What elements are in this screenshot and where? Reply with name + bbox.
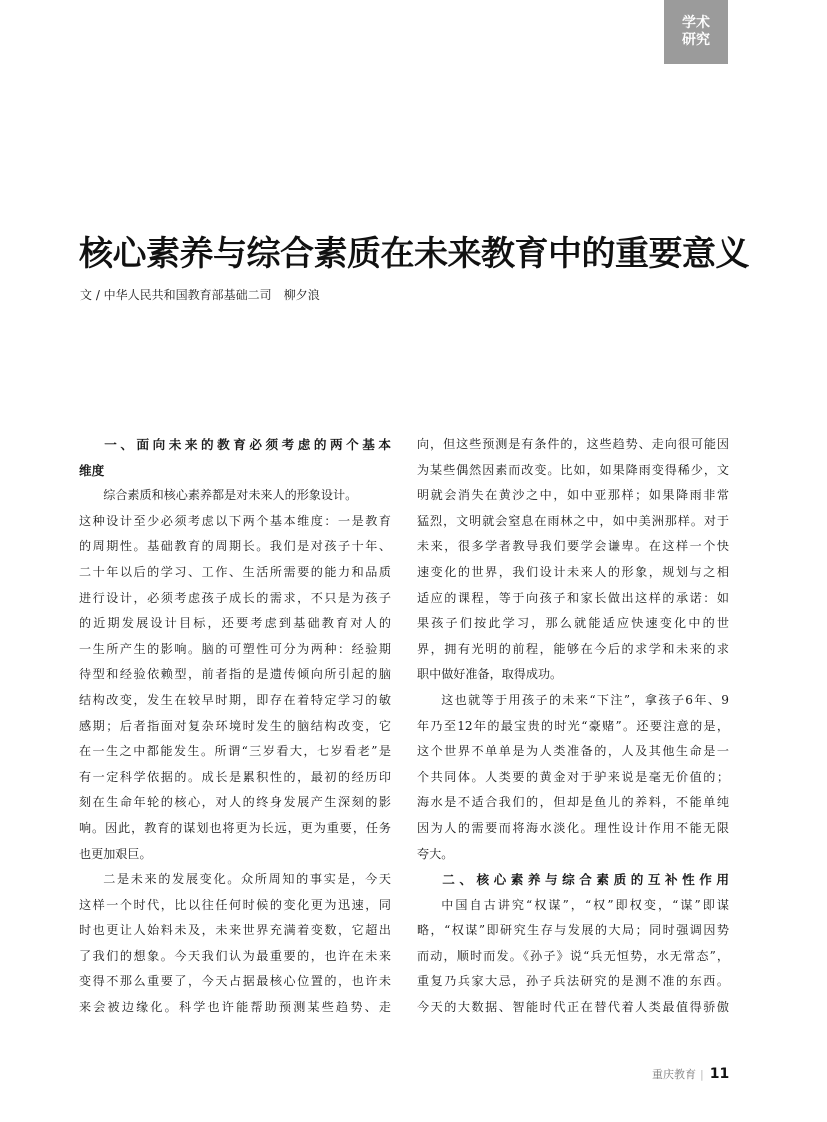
section-tab-line1: 学术 bbox=[682, 15, 710, 31]
paragraph-line: 的近期发展设计目标，还要考虑到基础教育对人的 bbox=[79, 616, 391, 631]
paragraph-line: 果孩子们按此学习，那么就能适应快速变化中的世 bbox=[417, 616, 729, 631]
paragraph-line: 海水是不适合我们的，但却是鱼儿的养料，不能单纯 bbox=[417, 795, 729, 810]
paragraph-line: 重复乃兵家大忌，孙子兵法研究的是测不准的东西。 bbox=[417, 974, 729, 989]
paragraph-line: 这样一个时代，比以往任何时候的变化更为迅速，同 bbox=[79, 897, 391, 912]
paragraph-line: 时也更让人始料未及，未来世界充满着变数，它超出 bbox=[79, 923, 391, 938]
paragraph-line: 二是未来的发展变化。众所周知的事实是，今天 bbox=[103, 872, 391, 887]
paragraph-line: 这种设计至少必须考虑以下两个基本维度：一是教育 bbox=[79, 513, 391, 528]
paragraph-line: 二十年以后的学习、工作、生活所需要的能力和品质 bbox=[79, 564, 391, 579]
paragraph-line: 年乃至12年的最宝贵的时光“豪赌”。还要注意的是， bbox=[417, 718, 729, 733]
section-heading-line: 二、核心素养与综合素质的互补性作用 bbox=[442, 872, 729, 888]
footer-separator: | bbox=[700, 1068, 704, 1081]
paragraph-line: 刻在生命年轮的核心，对人的终身发展产生深刻的影 bbox=[79, 795, 391, 810]
paragraph-line: 综合素质和核心素养都是对未来人的形象设计。 bbox=[103, 488, 358, 503]
paragraph-line: 今天的大数据、智能时代正在替代着人类最值得骄傲 bbox=[417, 1000, 729, 1015]
paragraph-line: 也更加艰巨。 bbox=[79, 846, 152, 861]
section-heading-line: 一、面向未来的教育必须考虑的两个基本 bbox=[104, 437, 391, 452]
paragraph-line: 感期；后者指面对复杂环境时发生的脑结构改变，它 bbox=[79, 718, 391, 733]
paragraph-line: 猛烈，文明就会窒息在雨林之中，如中美洲那样。对于 bbox=[417, 513, 729, 528]
section-tab bbox=[664, 0, 728, 64]
paragraph-line: 结构改变，发生在较早时期，即存在着特定学习的敏 bbox=[79, 692, 391, 707]
paragraph-line: 进行设计，必须考虑孩子成长的需求，不只是为孩子 bbox=[79, 590, 391, 605]
left-column bbox=[79, 432, 391, 1021]
paragraph-line: 速变化的世界，我们设计未来人的形象，规划与之相 bbox=[417, 564, 729, 579]
byline bbox=[80, 286, 320, 303]
paragraph-line: 夸大。 bbox=[417, 846, 454, 861]
paragraph-line: 未来，很多学者教导我们要学会谦卑。在这样一个快 bbox=[417, 539, 729, 554]
paragraph-line: 略，“权谋”即研究生存与发展的大局；同时强调因势 bbox=[417, 923, 729, 938]
paragraph-line: 中国自古讲究“权谋”，“权”即权变，“谋”即谋 bbox=[441, 897, 729, 912]
byline-affiliation: 文 / 中华人民共和国教育部基础二司 bbox=[80, 288, 272, 302]
paragraph-line: 的周期性。基础教育的周期长。我们是对孩子十年、 bbox=[79, 539, 391, 554]
paragraph-line: 因为人的需要而将海水淡化。理性设计作用不能无限 bbox=[417, 820, 729, 835]
paragraph-line: 来会被边缘化。科学也许能帮助预测某些趋势、走 bbox=[79, 1000, 391, 1015]
paragraph-line: 职中做好准备，取得成功。 bbox=[417, 667, 563, 682]
paragraph-line: 个共同体。人类要的黄金对于驴来说是毫无价值的； bbox=[417, 769, 729, 784]
article-title: 核心素养与综合素质在未来教育中的重要意义 bbox=[79, 234, 749, 274]
paragraph-line: 适应的课程，等于向孩子和家长做出这样的承诺：如 bbox=[417, 590, 729, 605]
byline-author: 柳夕浪 bbox=[283, 288, 320, 302]
right-column bbox=[417, 432, 729, 1021]
paragraph-line: 这个世界不单单是为人类准备的，人及其他生命是一 bbox=[417, 744, 729, 759]
paragraph-line: 向，但这些预测是有条件的，这些趋势、走向很可能因 bbox=[417, 437, 729, 451]
paragraph-line: 而动，顺时而发。《孙子》说“兵无恒势，水无常态”， bbox=[417, 948, 729, 963]
paragraph-line: 了我们的想象。今天我们认为最重要的，也许在未来 bbox=[79, 948, 391, 963]
paragraph-line: 响。因此，教育的谋划也将更为长远，更为重要，任务 bbox=[79, 820, 391, 835]
page-footer bbox=[652, 1066, 729, 1082]
paragraph-line: 变得不那么重要了，今天占据最核心位置的，也许未 bbox=[79, 974, 391, 989]
paragraph-line: 一生所产生的影响。脑的可塑性可分为两种：经验期 bbox=[79, 641, 391, 656]
journal-name: 重庆教育 bbox=[652, 1068, 696, 1081]
paragraph-line: 待型和经验依赖型，前者指的是遗传倾向所引起的脑 bbox=[79, 667, 391, 682]
paragraph-line: 明就会消失在黄沙之中，如中亚那样；如果降雨非常 bbox=[417, 488, 729, 503]
paragraph-line: 在一生之中都能发生。所谓“三岁看大，七岁看老”是 bbox=[79, 744, 391, 759]
section-heading-line: 维度 bbox=[79, 462, 105, 478]
page-number: 11 bbox=[709, 1066, 730, 1082]
paragraph-line: 这也就等于用孩子的未来“下注”，拿孩子6年、9 bbox=[441, 692, 729, 707]
section-tab-line2: 研究 bbox=[682, 32, 710, 48]
paragraph-line: 为某些偶然因素而改变。比如，如果降雨变得稀少，文 bbox=[417, 462, 729, 477]
paragraph-line: 有一定科学依据的。成长是累积性的，最初的经历印 bbox=[79, 769, 391, 784]
paragraph-line: 界，拥有光明的前程，能够在今后的求学和未来的求 bbox=[417, 641, 729, 656]
